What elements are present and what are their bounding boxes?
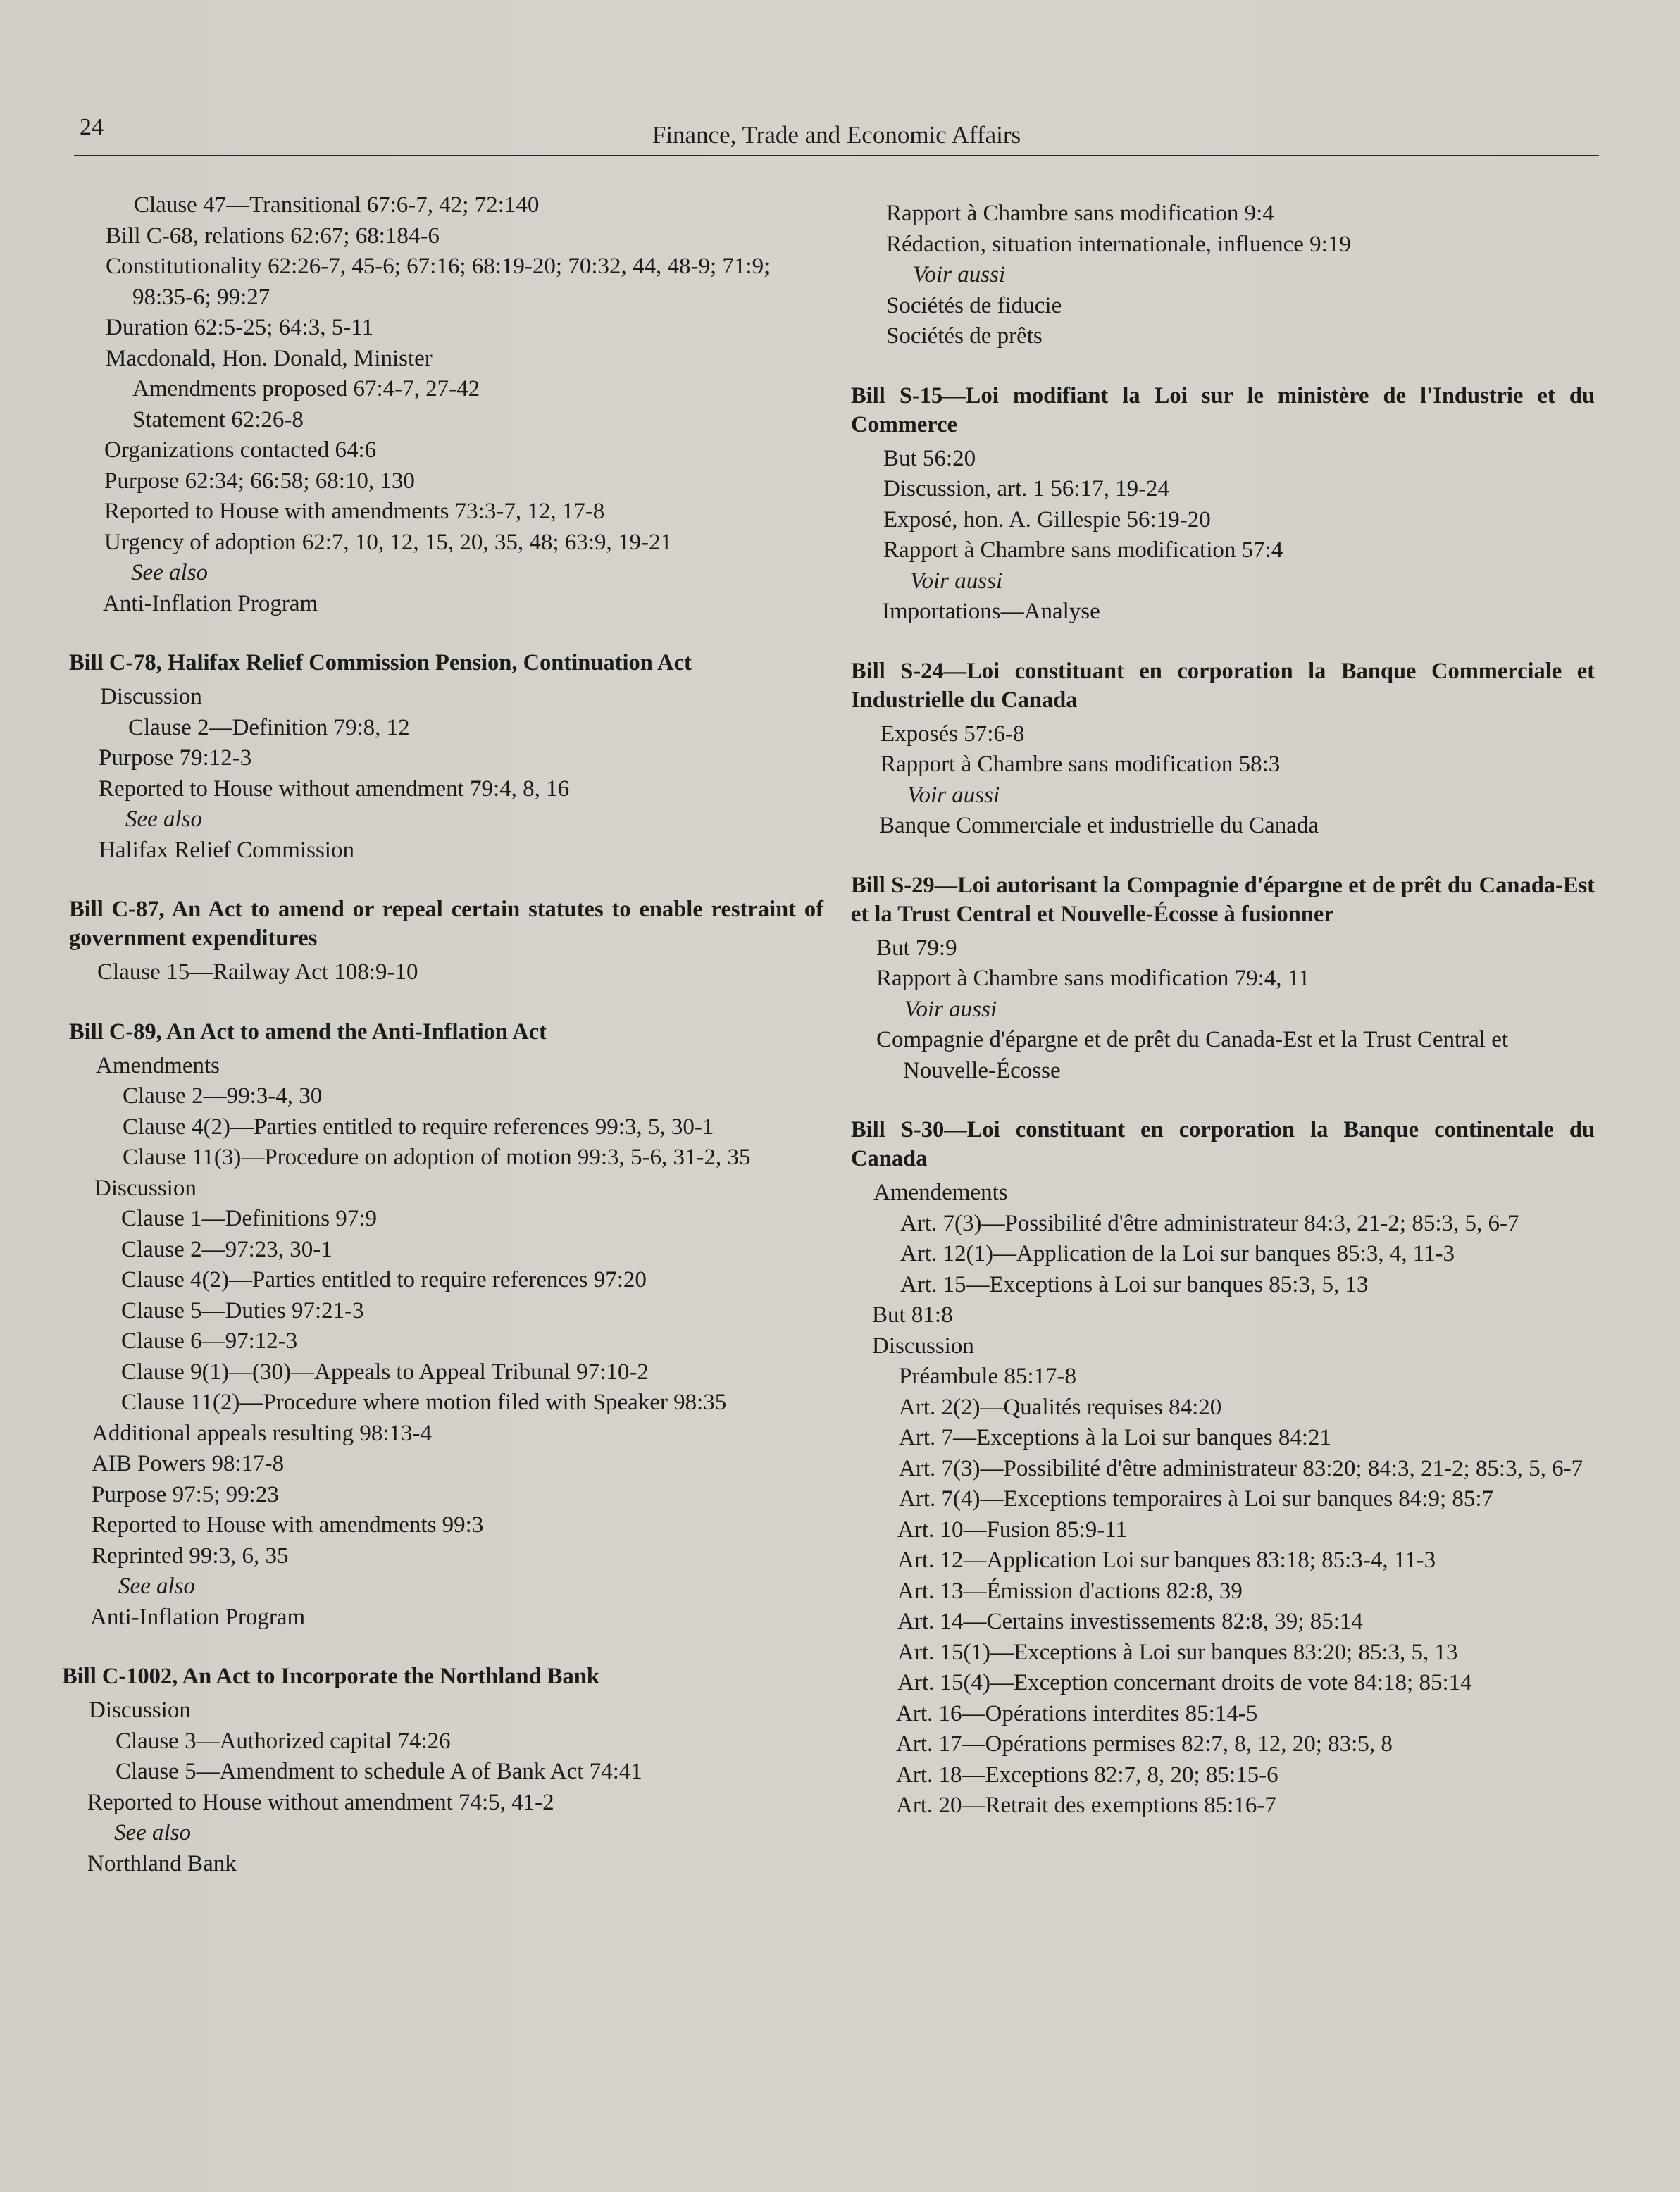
- index-entry: Urgency of adoption 62:7, 10, 12, 15, 20, 35, 48; 63:9, 19-21: [104, 529, 672, 555]
- index-entry: Clause 11(3)—Procedure on adoption of motion 99:3, 5-6, 31-2, 35: [123, 1145, 751, 1170]
- index-entry: Art. 13—Émission d'actions 82:8, 39: [897, 1578, 1243, 1604]
- index-entry: Art. 7(3)—Possibilité d'être administrateur 83:20; 84:3, 21-2; 85:3, 5, 6-7: [899, 1455, 1583, 1481]
- index-entry: Macdonald, Hon. Donald, Minister: [106, 345, 433, 371]
- index-entry: Art. 7—Exceptions à la Loi sur banques 84:21: [899, 1425, 1332, 1450]
- index-entry: Art. 15—Exceptions à Loi sur banques 85:3, 5, 13: [900, 1271, 1369, 1297]
- see-also-label: Voir aussi: [907, 782, 1000, 808]
- index-entry: Purpose 62:34; 66:58; 68:10, 130: [104, 468, 415, 494]
- index-entry: Compagnie d'épargne et de prêt du Canada-Est et la Trust Central et Nouvelle-Écosse: [876, 1027, 1509, 1083]
- page-number: 24: [80, 114, 104, 140]
- index-entry: Art. 2(2)—Qualités requises 84:20: [899, 1394, 1222, 1420]
- right-column: [851, 199, 1598, 1822]
- index-entry: Rapport à Chambre sans modification 9:4: [886, 201, 1274, 226]
- index-entry: Amendements: [873, 1180, 1008, 1205]
- index-entry: Clause 11(2)—Procedure where motion filed with Speaker 98:35: [121, 1390, 727, 1415]
- index-entry: Clause 3—Authorized capital 74:26: [116, 1728, 451, 1754]
- index-entry: Exposés 57:6-8: [881, 721, 1025, 747]
- bill-heading: Bill C-87, An Act to amend or repeal certain statutes to enable restraint of government expenditures: [69, 897, 823, 951]
- bill-heading: Bill S-24—Loi constituant en corporation la Banque Commerciale et Industrielle du Canada: [851, 658, 1595, 713]
- index-entry: Rapport à Chambre sans modification 57:4: [883, 537, 1283, 563]
- index-entry: Exposé, hon. A. Gillespie 56:19-20: [883, 506, 1211, 533]
- bill-s29: [851, 871, 1598, 1087]
- index-entry: Clause 6—97:12-3: [121, 1328, 298, 1354]
- index-entry: But 79:9: [876, 935, 957, 961]
- index-entry: But 81:8: [872, 1302, 953, 1328]
- index-entry: Sociétés de fiducie: [886, 292, 1062, 318]
- index-entry: Purpose 79:12-3: [99, 745, 252, 771]
- index-entry: Clause 4(2)—Parties entitled to require references 97:20: [121, 1267, 647, 1293]
- index-entry: Additional appeals resulting 98:13-4: [92, 1420, 432, 1446]
- left-column: [62, 190, 826, 1879]
- index-entry: Reported to House without amendment 74:5, 41-2: [87, 1789, 554, 1815]
- index-entry: Bill C-68, relations 62:67; 68:184-6: [106, 223, 440, 249]
- index-entry: Constitutionality 62:26-7, 45-6; 67:16; 68:19-20; 70:32, 44, 48-9; 71:9; 98:35-6; 99:27: [106, 254, 771, 310]
- index-entry: Reported to House without amendment 79:4, 8, 16: [99, 776, 570, 802]
- index-entry: Discussion, art. 1 56:17, 19-24: [883, 476, 1170, 502]
- running-title: Finance, Trade and Economic Affairs: [652, 121, 1021, 149]
- index-entry: Amendments proposed 67:4-7, 27-42: [132, 376, 480, 401]
- index-entry: Discussion: [89, 1698, 191, 1723]
- index-entry: Clause 2—Definition 79:8, 12: [128, 714, 410, 740]
- page-header: [74, 111, 1599, 156]
- index-entry: Art. 18—Exceptions 82:7, 8, 20; 85:15-6: [896, 1762, 1278, 1788]
- index-entry: Art. 17—Opérations permises 82:7, 8, 12, 20; 83:5, 8: [896, 1731, 1393, 1757]
- index-entry: Clause 15—Railway Act 108:9-10: [97, 959, 418, 985]
- index-entry: But 56:20: [883, 445, 976, 471]
- index-entry: Art. 12—Application Loi sur banques 83:18; 85:3-4, 11-3: [897, 1548, 1436, 1573]
- index-entry: Banque Commerciale et industrielle du Canada: [879, 813, 1319, 838]
- bill-s24: [851, 657, 1598, 842]
- index-entry: Clause 9(1)—(30)—Appeals to Appeal Tribunal 97:10-2: [121, 1359, 649, 1385]
- see-also-label: Voir aussi: [904, 996, 997, 1022]
- index-entry: Rapport à Chambre sans modification 79:4, 11: [876, 966, 1310, 991]
- see-also-label: See also: [118, 1574, 196, 1599]
- bill-s30: [851, 1116, 1598, 1822]
- index-entry: Art. 12(1)—Application de la Loi sur banques 85:3, 4, 11-3: [900, 1241, 1455, 1266]
- index-entry: Discussion: [872, 1333, 974, 1359]
- index-entry: Halifax Relief Commission: [99, 837, 354, 863]
- bill-c1002: [62, 1662, 826, 1879]
- index-entry: Anti-Inflation Program: [90, 1604, 306, 1630]
- index-entry: Art. 20—Retrait des exemptions 85:16-7: [896, 1793, 1276, 1818]
- see-also-label: Voir aussi: [910, 568, 1003, 594]
- bill-heading: Bill S-30—Loi constituant en corporation la Banque continentale du Canada: [851, 1117, 1595, 1171]
- see-also-label: See also: [114, 1820, 192, 1845]
- index-entry: Discussion: [94, 1175, 197, 1201]
- index-entry: Art. 7(4)—Exceptions temporaires à Loi sur banques 84:9; 85:7: [899, 1486, 1494, 1512]
- index-entry: Amendments: [96, 1052, 220, 1078]
- index-entry: Importations—Analyse: [882, 599, 1100, 624]
- index-entry: Clause 4(2)—Parties entitled to require references 99:3, 5, 30-1: [123, 1114, 714, 1140]
- see-also-label: Voir aussi: [913, 262, 1006, 287]
- bill-c89: [69, 1018, 826, 1633]
- index-block-continued: [851, 199, 1598, 352]
- bill-heading: Bill S-15—Loi modifiant la Loi sur le ministère de l'Industrie et du Commerce: [851, 382, 1595, 437]
- index-entry: Reported to House with amendments 73:3-7, 12, 17-8: [104, 499, 605, 524]
- index-entry: Clause 5—Amendment to schedule A of Bank Act 74:41: [116, 1759, 642, 1784]
- see-also-label: See also: [131, 560, 209, 585]
- index-entry: Art. 15(1)—Exceptions à Loi sur banques 83:20; 85:3, 5, 13: [897, 1639, 1458, 1665]
- bill-c87: [69, 895, 826, 988]
- index-entry: Art. 15(4)—Exception concernant droits de vote 84:18; 85:14: [897, 1670, 1472, 1695]
- index-entry: Statement 62:26-8: [132, 406, 304, 432]
- index-entry: Northland Bank: [87, 1850, 237, 1876]
- bill-heading: Bill C-1002, An Act to Incorporate the Northland Bank: [62, 1664, 599, 1689]
- index-entry: Discussion: [100, 684, 202, 709]
- bill-s15: [851, 382, 1598, 628]
- index-entry: Clause 1—Definitions 97:9: [121, 1206, 377, 1231]
- index-entry: Clause 2—99:3-4, 30: [123, 1083, 323, 1109]
- bill-c78: [69, 649, 826, 866]
- index-entry: Clause 2—97:23, 30-1: [121, 1236, 332, 1262]
- index-entry: Reprinted 99:3, 6, 35: [92, 1543, 289, 1569]
- index-entry: Préambule 85:17-8: [899, 1364, 1077, 1389]
- bill-heading: Bill C-89, An Act to amend the Anti-Inflation Act: [69, 1019, 547, 1045]
- index-entry: Organizations contacted 64:6: [104, 437, 377, 463]
- index-entry: Clause 47—Transitional 67:6-7, 42; 72:140: [134, 192, 540, 218]
- index-entry: Purpose 97:5; 99:23: [92, 1481, 279, 1507]
- index-block-continued: [69, 190, 826, 619]
- see-also-label: See also: [125, 807, 203, 832]
- index-entry: Art. 14—Certains investissements 82:8, 39; 85:14: [897, 1609, 1363, 1634]
- index-entry: Rapport à Chambre sans modification 58:3: [881, 752, 1281, 777]
- index-entry: AIB Powers 98:17-8: [92, 1451, 285, 1476]
- index-entry: Clause 5—Duties 97:21-3: [121, 1297, 364, 1324]
- index-entry: Reported to House with amendments 99:3: [92, 1512, 484, 1538]
- bill-heading: Bill S-29—Loi autorisant la Compagnie d'épargne et de prêt du Canada-Est et la Trust Central et Nouvelle-Écosse à fusionner: [851, 872, 1595, 927]
- index-entry: Duration 62:5-25; 64:3, 5-11: [106, 315, 374, 340]
- index-entry: Art. 7(3)—Possibilité d'être administrateur 84:3, 21-2; 85:3, 5, 6-7: [900, 1210, 1519, 1236]
- index-entry: Art. 10—Fusion 85:9-11: [897, 1517, 1128, 1543]
- index-entry: Rédaction, situation internationale, influence 9:19: [886, 231, 1351, 257]
- bill-heading: Bill C-78, Halifax Relief Commission Pension, Continuation Act: [69, 650, 692, 675]
- index-entry: Anti-Inflation Program: [103, 590, 318, 616]
- index-entry: Sociétés de prêts: [886, 323, 1043, 349]
- index-entry: Art. 16—Opérations interdites 85:14-5: [896, 1700, 1258, 1726]
